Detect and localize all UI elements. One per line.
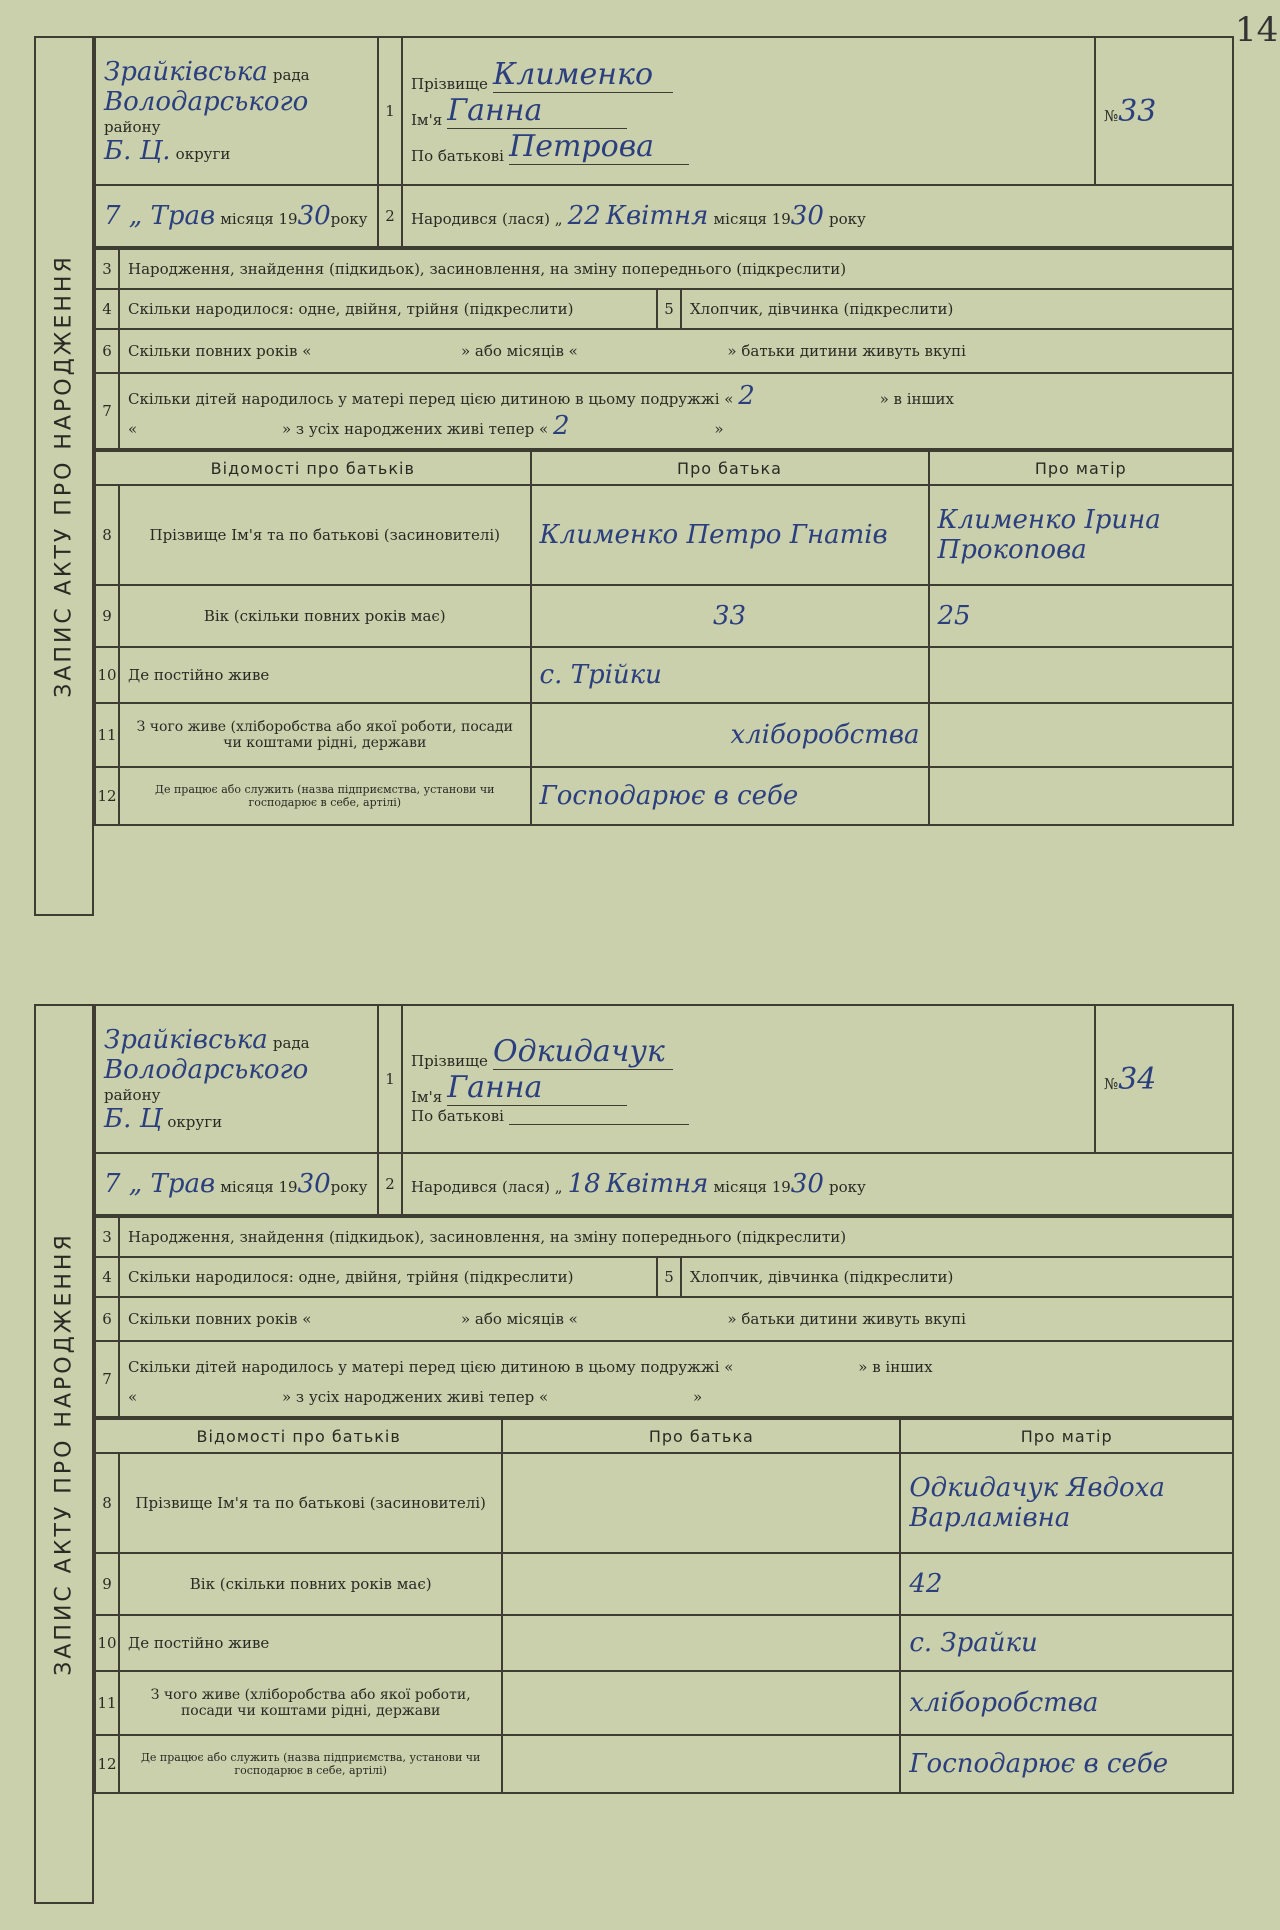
surname-value: Одкидачук — [493, 1034, 673, 1070]
okrug-value: Б. Ц — [104, 1103, 163, 1134]
record-number: 33 — [1118, 93, 1157, 129]
record-number-cell: №33 — [1095, 37, 1233, 185]
surname-value: Клименко — [493, 57, 673, 93]
father-residence — [502, 1615, 900, 1671]
mother-work: Господарює в себе — [900, 1735, 1233, 1793]
mother-residence: с. Зрайки — [900, 1615, 1233, 1671]
mother-residence — [929, 647, 1233, 703]
father-name: Клименко Петро Гнатів — [531, 485, 929, 585]
side-title: ЗАПИС АКТУ ПРО НАРОДЖЕННЯ — [34, 36, 94, 916]
mother-name: Одкидачук Явдоха Варламівна — [900, 1453, 1233, 1553]
mother-age: 42 — [900, 1553, 1233, 1615]
name-value: Ганна — [447, 93, 627, 129]
birth-record-1: ЗАПИС АКТУ ПРО НАРОДЖЕННЯ Зрайківська рада Володарського району Б. Ц. округи 1 Прізвище Клименко Ім'я Ганна По батькові Петрова №33 7 „ Трав місяця 1930року 2 Народився (лася) „ 22 Квітня місяця 1930 року 3 Народження, знайдення (підкидьок), засиновлення, на зміну попереднього (підкреслити) 4 Скільки народилося: одне, двійня, трійня (підкреслити) 5 Хлопчик, дівчинка (підкреслити) 6 Скільки повних років « » або місяців « » батьки дитини живуть вкупі 7 Скільки дітей народилось у матері перед цією дитиною в цьому подружжі « 2 » в інших « » з усіх народжених живі тепер « 2 » Відомості про батьків Про батька Про матір 8 Прізвище Ім'я та по батькові (засиновителі) Клименко Петро Гнатів Клименко Ірина Прокопова 9 Вік (скільки повних років має) 33 25 10 Де постійно живе с. Трійки 11 З чого живе (хліборобства або якої роботи, посади чи коштами рідні, держави хліборобства 12 Де працює або служить (назва підприємства, установи чи господарює в себе, артілі) Господарює в себе — [34, 36, 1234, 916]
father-living: хліборобства — [531, 703, 929, 767]
side-title: ЗАПИС АКТУ ПРО НАРОДЖЕННЯ — [34, 1004, 94, 1904]
father-work — [502, 1735, 900, 1793]
mother-living: хліборобства — [900, 1671, 1233, 1735]
registration-date: 7 „ Трав місяця 1930року — [95, 185, 378, 247]
name-value: Ганна — [447, 1070, 627, 1106]
father-age: 33 — [531, 585, 929, 647]
father-name — [502, 1453, 900, 1553]
mother-living — [929, 703, 1233, 767]
record-number-cell: №34 — [1095, 1005, 1233, 1153]
rada-value: Зрайківська — [104, 1024, 268, 1055]
child-name-cell: Прізвище Одкидачук Ім'я Ганна По батькові — [402, 1005, 1095, 1153]
birth-date: Народився (лася) „ 18 Квітня місяця 1930 року — [402, 1153, 1233, 1215]
registry-office-cell: Зрайківська рада Володарського району Б. Ц округи — [95, 1005, 378, 1153]
row-7: Скільки дітей народилось у матері перед цією дитиною в цьому подружжі « 2 » в інших « » з усіх народжених живі тепер « 2 » — [119, 373, 1233, 449]
birth-record-2: ЗАПИС АКТУ ПРО НАРОДЖЕННЯ Зрайківська рада Володарського району Б. Ц округи 1 Прізвище Одкидачук Ім'я Ганна По батькові №34 7 „ Трав місяця 1930року 2 Народився (лася) „ 18 Квітня місяця 1930 року 3 Народження, знайдення (підкидьок), засиновлення, на зміну попереднього (підкреслити) 4 Скільки народилося: одне, двійня, трійня (підкреслити) 5 Хлопчик, дівчинка (підкреслити) 6 Скільки повних років « » або місяців « » батьки дитини живуть вкупі 7 Скільки дітей народилось у матері перед цією дитиною в цьому подружжі « » в інших « » з усіх народжених живі тепер « » Відомості про батьків Про батька Про матір 8 Прізвище Ім'я та по батькові (засиновителі) Одкидачук Явдоха Варламівна 9 Вік (скільки повних років має) 42 10 Де постійно живе с. Зрайки 11 З чого живе (хліборобства або якої роботи, посади чи коштами рідні, держави хліборобства 12 Де працює або служить (назва підприємства, установи чи господарює в себе, артілі) Господарює в себе — [34, 1004, 1234, 1904]
father-residence: с. Трійки — [531, 647, 929, 703]
mother-work — [929, 767, 1233, 825]
rayon-value: Володарського — [104, 86, 309, 117]
father-work: Господарює в себе — [531, 767, 929, 825]
mother-age: 25 — [929, 585, 1233, 647]
page-number: 14 — [1235, 10, 1279, 50]
patronymic-value: Петрова — [509, 129, 689, 165]
rayon-value: Володарського — [104, 1054, 309, 1085]
registry-office-cell: Зрайківська рада Володарського району Б. Ц. округи — [95, 37, 378, 185]
rada-value: Зрайківська — [104, 56, 268, 87]
registration-date: 7 „ Трав місяця 1930року — [95, 1153, 378, 1215]
mother-name: Клименко Ірина Прокопова — [929, 485, 1233, 585]
child-name-cell: Прізвище Клименко Ім'я Ганна По батькові Петрова — [402, 37, 1095, 185]
birth-date: Народився (лася) „ 22 Квітня місяця 1930 року — [402, 185, 1233, 247]
father-living — [502, 1671, 900, 1735]
patronymic-value — [509, 1124, 689, 1125]
okrug-value: Б. Ц. — [104, 135, 171, 166]
row-3: Народження, знайдення (підкидьок), засиновлення, на зміну попереднього (підкреслити) — [119, 249, 1233, 289]
record-number: 34 — [1118, 1061, 1157, 1097]
father-age — [502, 1553, 900, 1615]
